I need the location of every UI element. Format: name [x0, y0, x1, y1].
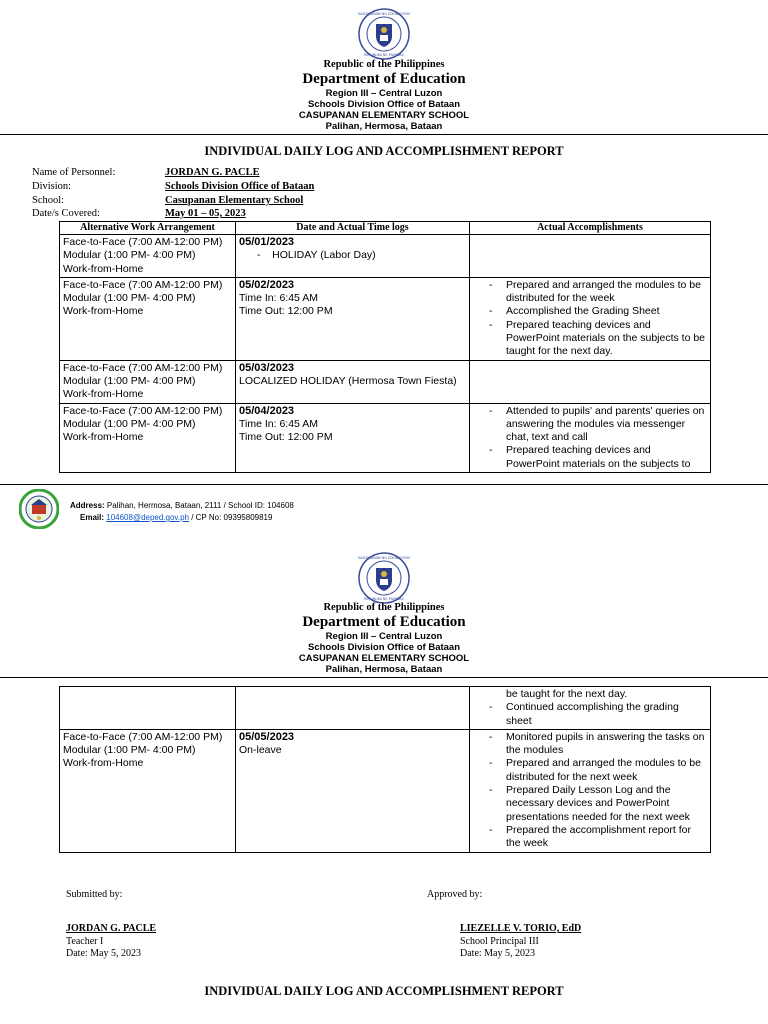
list-item: - Prepared the accomplishment report for the week — [473, 824, 707, 851]
name-label: Name of Personnel: — [32, 167, 116, 178]
school-name-text: CASUPANAN ELEMENTARY SCHOOL — [298, 110, 470, 121]
table-row — [60, 687, 711, 730]
time-log-cell: 05/05/2023 On-leave — [236, 729, 470, 852]
republic-text: Republic of the Philippines — [323, 59, 445, 70]
log-date: 05/04/2023 — [239, 404, 295, 417]
arrangement-cell: Face-to-Face (7:00 AM-12:00 PM) Modular (1:00 PM- 4:00 PM) Work-from-Home — [60, 360, 236, 403]
time-log-cell: 05/03/2023 LOCALIZED HOLIDAY (Hermosa Town Fiesta) — [236, 360, 470, 403]
approver-block — [460, 923, 581, 961]
time-log-cell — [236, 235, 470, 278]
school-label: School: — [32, 195, 65, 206]
deped-seal-icon — [358, 552, 410, 604]
division-label: Division: — [32, 181, 72, 192]
submitter-date: Date: May 5, 2023 — [66, 948, 141, 959]
table-row — [60, 729, 711, 852]
report-title-repeat: INDIVIDUAL DAILY LOG AND ACCOMPLISHMENT REPORT — [204, 984, 564, 998]
table-row — [60, 235, 711, 278]
seal-ring-text: KAGAWARAN NG EDUKASYON — [358, 556, 410, 560]
table-row — [60, 403, 711, 472]
footer-address: Address: Palihan, Hermosa, Bataan, 2111 / School ID: 104608 — [70, 501, 294, 510]
accomplishment-cell — [470, 687, 711, 730]
approved-by-label: Approved by: — [427, 889, 483, 900]
seal-bottom-text: REPUBLIKA NG PILIPINAS — [364, 53, 404, 57]
continued-text: be taught for the next day. — [506, 688, 628, 700]
time-log-cell — [236, 687, 470, 730]
accomplishment-cell — [470, 403, 711, 472]
email-link[interactable]: 104608@deped.gov.ph — [106, 513, 189, 522]
submitter-block — [66, 923, 156, 961]
header-divider — [0, 677, 768, 678]
name-value: JORDAN G. PACLE — [165, 167, 260, 178]
footer-divider — [0, 484, 768, 485]
arrangement-cell: Face-to-Face (7:00 AM-12:00 PM) Modular (1:00 PM- 4:00 PM) Work-from-Home — [60, 729, 236, 852]
log-table — [59, 221, 711, 473]
division-office-text: Schools Division Office of Bataan — [307, 99, 461, 110]
list-item: - Accomplished the Grading Sheet — [473, 305, 707, 318]
table-header-row — [60, 222, 711, 235]
list-item: - Prepared Daily Lesson Log and the necessary devices and PowerPoint presentations needed for the next week — [473, 784, 707, 824]
footer-email: Email: 104608@deped.gov.ph / CP No: 09395809819 — [80, 513, 273, 522]
submitter-position: Teacher I — [66, 935, 104, 947]
list-item: - Attended to pupils' and parents' queries on answering the modules via messenger chat, text and call — [473, 405, 707, 445]
arrangement-cell: Face-to-Face (7:00 AM-12:00 PM) Modular (1:00 PM- 4:00 PM) Work-from-Home — [60, 403, 236, 472]
approver-name: LIEZELLE V. TORIO, EdD — [460, 923, 582, 934]
log-date: 05/02/2023 — [239, 278, 295, 291]
department-title: Department of Education — [302, 614, 466, 630]
school-address-text: Palihan, Hermosa, Bataan — [325, 664, 443, 675]
dates-value: May 01 – 05, 2023 — [165, 208, 246, 219]
region-text: Region III – Central Luzon — [325, 88, 443, 99]
approver-position: School Principal III — [460, 935, 539, 947]
school-logo-icon — [19, 489, 59, 529]
dates-label: Date/s Covered: — [32, 208, 100, 219]
list-item: - Prepared and arranged the modules to be distributed for the next week — [473, 757, 707, 784]
accomplishment-cell — [470, 277, 711, 360]
department-title: Department of Education — [302, 71, 466, 87]
time-log-cell: 05/04/2023 Time In: 6:45 AM Time Out: 12:00 PM — [236, 403, 470, 472]
report-title: INDIVIDUAL DAILY LOG AND ACCOMPLISHMENT REPORT — [204, 144, 564, 158]
seal-bottom-text: REPUBLIKA NG PILIPINAS — [364, 597, 404, 601]
accomplishment-cell — [470, 360, 711, 403]
log-table-continued — [59, 686, 711, 853]
list-item: - Prepared and arranged the modules to be distributed for the week — [473, 279, 707, 306]
arrangement-cell — [60, 687, 236, 730]
school-address-text: Palihan, Hermosa, Bataan — [325, 121, 443, 132]
division-value: Schools Division Office of Bataan — [165, 181, 315, 192]
arrangement-cell: Face-to-Face (7:00 AM-12:00 PM) Modular (1:00 PM- 4:00 PM) Work-from-Home — [60, 235, 236, 278]
log-date: 05/03/2023 — [239, 361, 295, 374]
division-office-text: Schools Division Office of Bataan — [307, 642, 461, 653]
table-row — [60, 277, 711, 360]
school-value: Casupanan Elementary School — [165, 195, 304, 206]
seal-ring-text: KAGAWARAN NG EDUKASYON — [358, 12, 410, 16]
header-time-logs: Date and Actual Time logs — [236, 222, 470, 235]
submitter-name: JORDAN G. PACLE — [66, 923, 157, 934]
holiday-text: - HOLIDAY (Labor Day) — [257, 249, 376, 262]
log-date: 05/05/2023 — [239, 730, 295, 743]
submitted-by-label: Submitted by: — [66, 889, 123, 900]
header-accomplishments: Actual Accomplishments — [470, 222, 711, 235]
header-divider — [0, 134, 768, 135]
list-item: - Prepared teaching devices and PowerPoint materials on the subjects to — [473, 444, 707, 471]
table-row — [60, 360, 711, 403]
accomplishment-cell — [470, 235, 711, 278]
arrangement-cell: Face-to-Face (7:00 AM-12:00 PM) Modular (1:00 PM- 4:00 PM) Work-from-Home — [60, 277, 236, 360]
accomplishment-cell — [470, 729, 711, 852]
region-text: Region III – Central Luzon — [325, 631, 443, 642]
time-log-cell: 05/02/2023 Time In: 6:45 AM Time Out: 12:00 PM — [236, 277, 470, 360]
republic-text: Republic of the Philippines — [323, 602, 445, 613]
school-name-text: CASUPANAN ELEMENTARY SCHOOL — [298, 653, 470, 664]
header-arrangement: Alternative Work Arrangement — [60, 222, 236, 235]
deped-seal-icon — [358, 8, 410, 60]
approver-date: Date: May 5, 2023 — [460, 948, 535, 959]
list-item: - Monitored pupils in answering the tasks on the modules — [473, 731, 707, 758]
list-item: - Prepared teaching devices and PowerPoint materials on the subjects to be taught for the next day. — [473, 319, 707, 359]
list-item: - Continued accomplishing the grading sheet — [473, 701, 707, 728]
log-date: 05/01/2023 — [239, 236, 295, 248]
